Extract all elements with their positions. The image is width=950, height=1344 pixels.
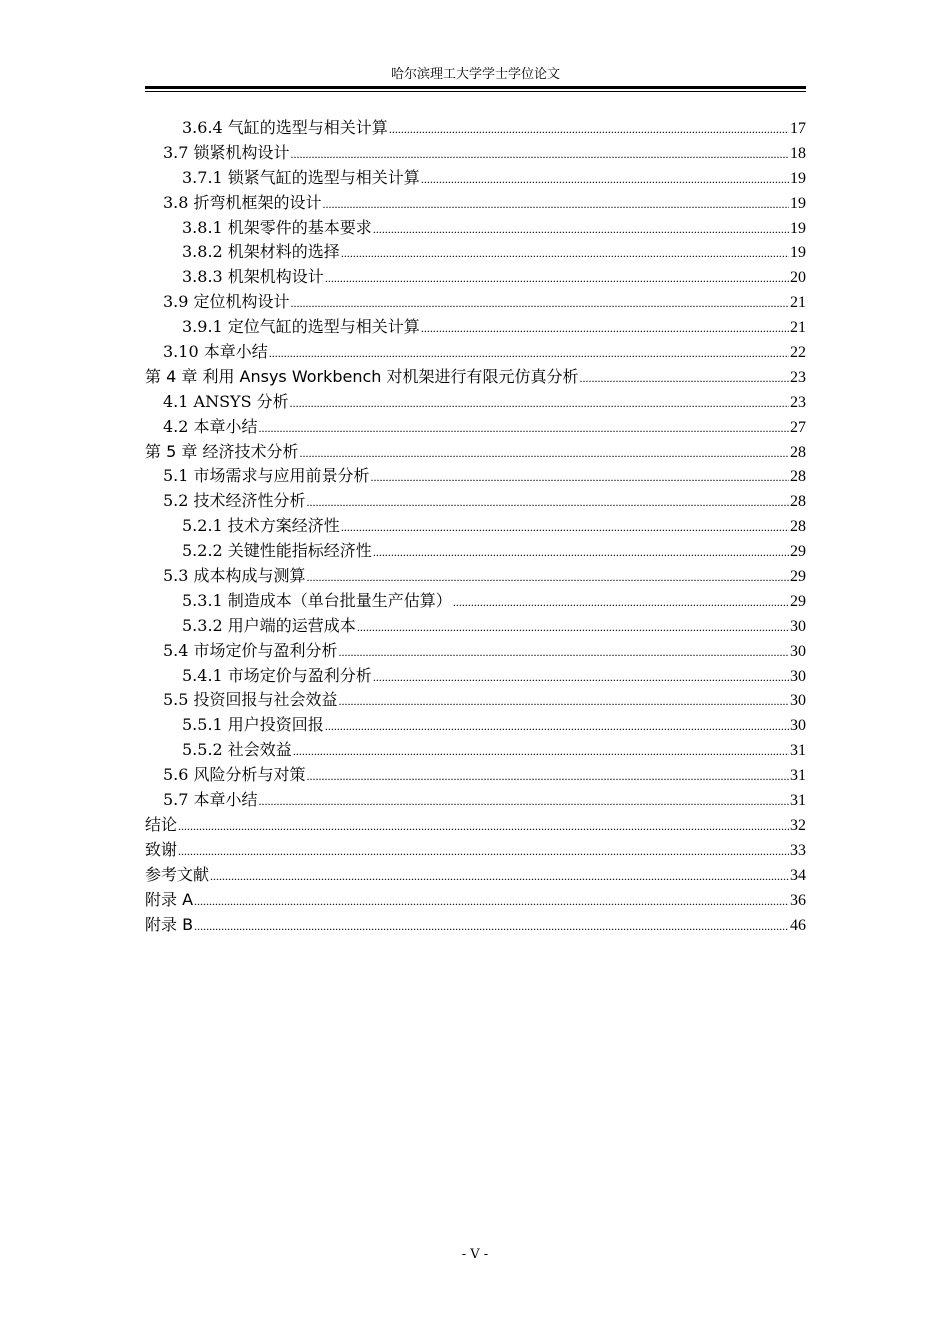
toc-entry-title: 结论	[145, 814, 178, 834]
toc-entry-page: 28	[790, 493, 806, 511]
toc-leader-dots	[339, 640, 789, 665]
toc-entry-title: 5.3.2 用户端的运营成本	[182, 615, 356, 635]
toc-leader-dots	[341, 515, 789, 540]
toc-entry-page: 30	[790, 717, 806, 735]
toc-leader-dots	[299, 441, 789, 466]
toc-entry-page: 23	[790, 368, 806, 386]
toc-entry[interactable]	[145, 489, 806, 514]
toc-entry-title: 3.9.1 定位气缸的选型与相关计算	[182, 317, 420, 337]
toc-entry[interactable]	[145, 838, 806, 863]
toc-entry[interactable]	[145, 340, 806, 365]
toc-entry-title: 5.3 成本构成与测算	[163, 566, 306, 586]
toc-entry-page: 17	[790, 120, 806, 137]
toc-leader-dots	[307, 490, 789, 515]
toc-entry-page: 19	[790, 169, 806, 187]
toc-entry-title: 5.3.1 制造成本（单台批量生产估算）	[182, 590, 452, 610]
toc-leader-dots	[341, 241, 789, 266]
page-header: 哈尔滨理工大学学士学位论文	[390, 67, 560, 82]
toc-entry-page: 28	[790, 468, 806, 486]
toc-entry[interactable]	[145, 240, 806, 265]
toc-entry-title: 3.6.4 气缸的选型与相关计算	[182, 118, 388, 137]
toc-entry[interactable]	[145, 713, 806, 738]
toc-leader-dots	[357, 615, 789, 640]
toc-leader-dots	[259, 789, 789, 814]
toc-leader-dots	[307, 565, 789, 590]
toc-entry[interactable]	[145, 639, 806, 664]
toc-entry-page: 22	[790, 344, 806, 362]
toc-leader-dots	[421, 316, 789, 341]
toc-entry-title: 5.2.1 技术方案经济性	[182, 516, 340, 536]
toc-entry-page: 30	[790, 617, 806, 635]
toc-entry-title: 3.8.1 机架零件的基本要求	[182, 217, 372, 237]
toc-entry-title: 3.8.2 机架材料的选择	[182, 242, 340, 262]
toc-entry-title: 4.1 ANSYS 分析	[163, 391, 289, 411]
toc-entry-page: 23	[790, 393, 806, 411]
toc-entry-page: 31	[790, 742, 806, 760]
header-rule-thin	[145, 91, 806, 92]
toc-entry-page: 20	[790, 269, 806, 287]
toc-entry-page: 18	[790, 144, 806, 162]
toc-entry-page: 19	[790, 219, 806, 237]
toc-entry[interactable]	[145, 464, 806, 489]
toc-entry-page: 29	[790, 543, 806, 561]
toc-entry-page: 46	[790, 916, 806, 934]
toc-entry-title: 5.7 本章小结	[163, 790, 258, 810]
toc-entry[interactable]	[145, 738, 806, 763]
toc-entry-title: 3.7 锁紧机构设计	[163, 142, 290, 162]
toc-leader-dots	[210, 864, 789, 889]
toc-leader-dots	[373, 217, 789, 242]
toc-entry[interactable]	[145, 191, 806, 216]
toc-entry[interactable]	[145, 514, 806, 539]
toc-entry-title: 4.2 本章小结	[163, 416, 258, 436]
toc-entry-title: 致谢	[145, 839, 178, 859]
toc-entry[interactable]	[145, 265, 806, 290]
toc-entry-title: 3.10 本章小结	[163, 342, 268, 362]
toc-entry-title: 5.2.2 关键性能指标经济性	[182, 541, 372, 561]
toc-leader-dots	[291, 142, 789, 167]
toc-entry[interactable]	[145, 863, 806, 888]
toc-entry[interactable]	[145, 813, 806, 838]
toc-leader-dots	[323, 192, 789, 217]
toc-entry-page: 29	[790, 592, 806, 610]
toc-entry-page: 33	[790, 841, 806, 859]
toc-leader-dots	[453, 590, 789, 615]
toc-leader-dots	[291, 291, 789, 316]
toc-leader-dots	[178, 814, 789, 839]
toc-entry-title: 附录 A	[145, 889, 194, 909]
toc-entry-title: 5.4.1 市场定价与盈利分析	[182, 665, 372, 685]
toc-leader-dots	[325, 714, 789, 739]
toc-entry-title: 3.8.3 机架机构设计	[182, 267, 324, 287]
toc-leader-dots	[307, 764, 789, 789]
toc-entry[interactable]	[145, 539, 806, 564]
toc-entry-page: 21	[790, 319, 806, 337]
toc-entry-page: 19	[790, 244, 806, 262]
toc-entry-page: 28	[790, 443, 806, 461]
toc-entry[interactable]	[145, 116, 806, 141]
toc-entry[interactable]	[145, 290, 806, 315]
toc-entry-page: 31	[790, 767, 806, 785]
toc-leader-dots	[373, 665, 789, 690]
toc-entry-page: 31	[790, 792, 806, 810]
toc-entry-title: 第 5 章 经济技术分析	[145, 441, 299, 461]
toc-leader-dots	[259, 416, 789, 441]
toc-entry-title: 5.5.2 社会效益	[182, 740, 292, 760]
toc-leader-dots	[421, 167, 789, 192]
toc-leader-dots	[178, 839, 789, 864]
toc-entry[interactable]	[145, 390, 806, 415]
toc-leader-dots	[293, 739, 789, 764]
toc-entry-page: 28	[790, 518, 806, 536]
toc-entry-title: 3.9 定位机构设计	[163, 292, 290, 312]
toc-entry[interactable]	[145, 440, 806, 465]
toc-entry-title: 第 4 章 利用 Ansys Workbench 对机架进行有限元仿真分析	[145, 366, 579, 386]
toc-entry[interactable]	[145, 564, 806, 589]
toc-entry[interactable]	[145, 788, 806, 813]
toc-leader-dots	[290, 391, 789, 416]
toc-entry-page: 27	[790, 418, 806, 436]
toc-entry-title: 5.4 市场定价与盈利分析	[163, 640, 338, 660]
toc-entry-page: 34	[790, 866, 806, 884]
toc-entry-title: 3.8 折弯机框架的设计	[163, 192, 322, 212]
toc-leader-dots	[373, 540, 789, 565]
toc-entry-title: 3.7.1 锁紧气缸的选型与相关计算	[182, 167, 420, 187]
toc-entry[interactable]	[145, 415, 806, 440]
toc-entry-title: 5.1 市场需求与应用前景分析	[163, 466, 370, 486]
toc-entry[interactable]	[145, 166, 806, 191]
toc-entry[interactable]	[145, 664, 806, 689]
toc-entry[interactable]	[145, 589, 806, 614]
toc-entry-page: 19	[790, 194, 806, 212]
toc-entry[interactable]	[145, 913, 806, 938]
toc-entry[interactable]	[145, 365, 806, 390]
toc-entry-page: 21	[790, 294, 806, 312]
toc-entry[interactable]	[145, 141, 806, 166]
toc-leader-dots	[339, 689, 789, 714]
toc-entry-page: 30	[790, 692, 806, 710]
toc-entry-title: 5.5 投资回报与社会效益	[163, 690, 338, 710]
toc-entry[interactable]	[145, 688, 806, 713]
header-rule-thick	[145, 86, 806, 89]
toc-entry[interactable]	[145, 216, 806, 241]
toc-leader-dots	[371, 465, 789, 490]
toc-entry[interactable]	[145, 614, 806, 639]
toc-leader-dots	[580, 366, 789, 391]
toc-leader-dots	[194, 914, 789, 939]
toc-entry-page: 36	[790, 891, 806, 909]
toc-entry[interactable]	[145, 888, 806, 913]
page-number: - V -	[461, 1247, 489, 1262]
toc-entry-page: 32	[790, 816, 806, 834]
toc-entry-title: 5.2 技术经济性分析	[163, 491, 306, 511]
toc-entry-title: 5.6 风险分析与对策	[163, 765, 306, 785]
toc-leader-dots	[389, 117, 789, 142]
toc-entry-page: 29	[790, 568, 806, 586]
toc-entry-page: 30	[790, 667, 806, 685]
toc-entry-title: 5.5.1 用户投资回报	[182, 715, 324, 735]
toc-leader-dots	[269, 341, 789, 366]
toc-entry-page: 30	[790, 642, 806, 660]
toc-leader-dots	[194, 889, 789, 914]
toc-entry[interactable]	[145, 763, 806, 788]
toc-leader-dots	[325, 266, 789, 291]
toc-entry-title: 附录 B	[145, 914, 194, 934]
toc-entry-title: 参考文献	[145, 864, 210, 884]
toc-entry[interactable]	[145, 315, 806, 340]
table-of-contents	[145, 116, 806, 937]
